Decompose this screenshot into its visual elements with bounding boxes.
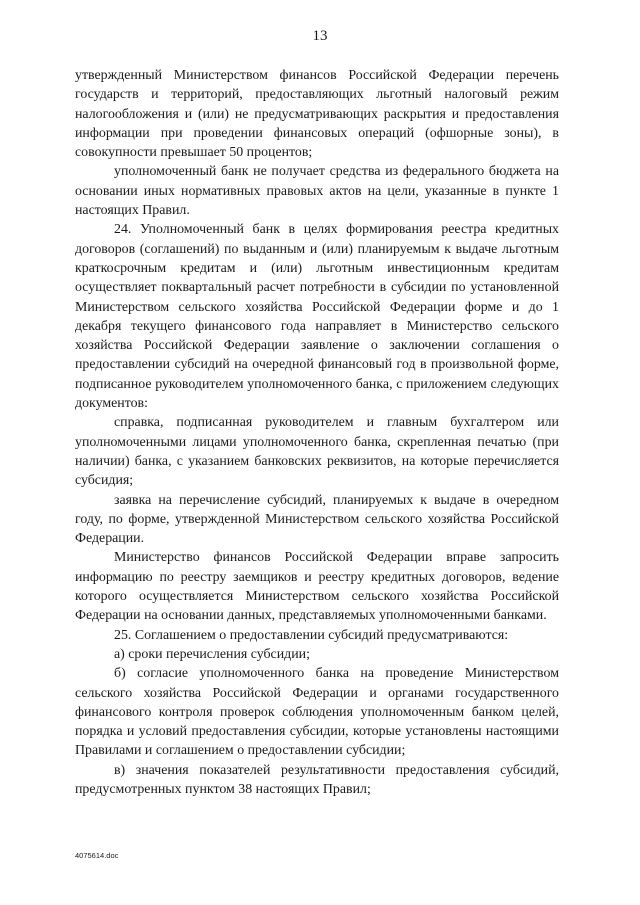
- document-file-code: 4075614.doc: [75, 851, 119, 860]
- paragraph: уполномоченный банк не получает средства из федерального бюджета на основании иных нормативных правовых актов на цели, указанные в пункте 1 настоящих Правил.: [75, 164, 559, 219]
- paragraph: б) согласие уполномоченного банка на проведение Министерством сельского хозяйства Российской Федерации и органами государственного финансового контроля проверок соблюдения уполномоченным банком целей, порядка и условий предоставления субсидии, которые установлены настоящими Правилами и соглашением о предоставлении субсидии;: [75, 666, 559, 759]
- paragraph: утвержденный Министерством финансов Российской Федерации перечень государств и территорий, предоставляющих льготный налоговый режим налогообложения и (или) не предусматривающих раскрытия и предоставления информации при проведении финансовых операций (офшорные зоны), в совокупности превышает 50 процентов;: [75, 68, 559, 161]
- paragraph: 24. Уполномоченный банк в целях формирования реестра кредитных договоров (соглашений) по выданным и (или) планируемым к выдаче льготным краткосрочным кредитам и (или) льготным инвестиционным кредитам осуществляет поквартальный расчет потребности в субсидии по установленной Министерством сельского хозяйства Российской Федерации форме и до 1 декабря текущего финансового года направляет в Министерство сельского хозяйства Российской Федерации заявление о заключении соглашения о предоставлении субсидий на очередной финансовый год в произвольной форме, подписанное руководителем уполномоченного банка, с приложением следующих документов:: [75, 222, 559, 412]
- paragraph: в) значения показателей результативности предоставления субсидий, предусмотренных пунктом 38 настоящих Правил;: [75, 762, 559, 797]
- paragraph: а) сроки перечисления субсидии;: [114, 646, 310, 662]
- paragraph: 25. Соглашением о предоставлении субсидий предусматриваются:: [114, 627, 509, 643]
- paragraph: Министерство финансов Российской Федерации вправе запросить информацию по реестру заемщиков и реестру кредитных договоров, ведение которого осуществляется Министерством сельского хозяйства Российской Федерации на основании данных, представляемых уполномоченными банками.: [75, 550, 559, 624]
- page-number: 13: [312, 28, 328, 44]
- document-body: [75, 66, 559, 799]
- paragraph: справка, подписанная руководителем и главным бухгалтером или уполномоченными лицами уполномоченного банка, скрепленная печатью (при наличии) банка, с указанием банковских реквизитов, на которые перечисляется субсидия;: [75, 415, 559, 489]
- paragraph: заявка на перечисление субсидий, планируемых к выдаче в очередном году, по форме, утвержденной Министерством сельского хозяйства Российской Федерации.: [75, 492, 559, 547]
